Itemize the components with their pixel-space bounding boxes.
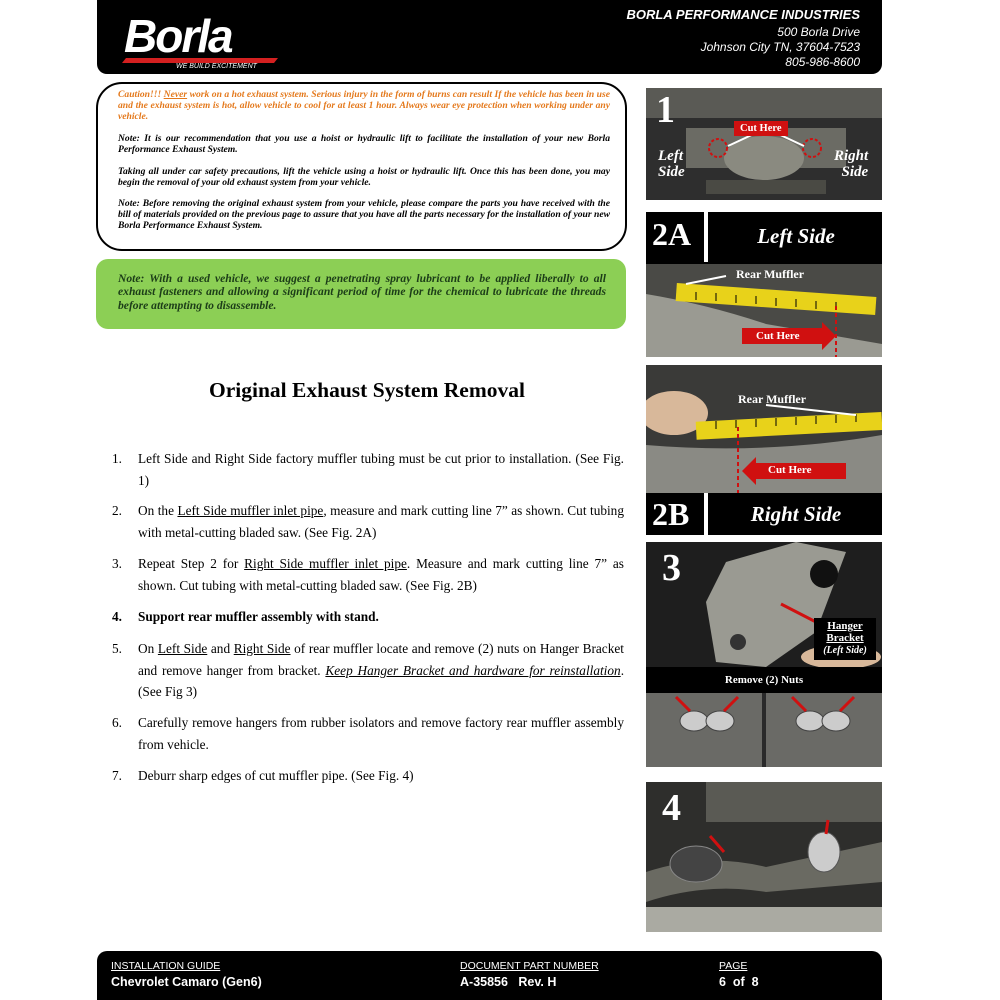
remove-nuts-label: Remove (2) Nuts xyxy=(724,674,804,686)
step-3: 3. Repeat Step 2 for Right Side muffler inlet pipe. Measure and mark cutting line 7” as shown. Cut tubing with metal-cutting bladed saw. (See Fig. 2B) xyxy=(112,556,624,593)
section-title: Original Exhaust System Removal xyxy=(209,378,525,402)
step-7: 7. Deburr sharp edges of cut muffler pipe. (See Fig. 4) xyxy=(112,768,414,783)
figure-1-photo xyxy=(646,88,882,200)
page-value: 6 of 8 xyxy=(719,975,759,989)
rear-muffler-label: Rear Muffler xyxy=(736,267,805,281)
figure-4-photo xyxy=(646,782,882,932)
doc-part-value: A-35856 Rev. H xyxy=(460,975,557,989)
figure-1 xyxy=(646,88,882,200)
lubricant-note-text: Note: With a used vehicle, we suggest a penetrating spray lubricant to be applied liberally to all exhaust fasteners and allowing a significant period of time for the chemical to lubricate the threads before attempting to disassemble. xyxy=(118,272,606,312)
company-name: BORLA PERFORMANCE INDUSTRIES xyxy=(626,7,860,22)
figure-3-nuts-photos xyxy=(646,693,882,767)
phone-number: 805-986-8600 xyxy=(785,55,860,69)
rear-muffler-label: Rear Muffler xyxy=(738,392,807,406)
figure-2b-title: Right Side xyxy=(750,502,842,526)
caution-text: Caution!!! Never work on a hot exhaust system. Serious injury in the form of burns can result If the vehicle has been in use and the exhaust system is hot, allow vehicle to cool for at least 1 hour. Always wear eye protection when working under any vehicle. xyxy=(118,89,611,122)
figure-2b xyxy=(646,365,882,535)
guide-label: INSTALLATION GUIDE xyxy=(111,960,221,972)
figure-2b-photo xyxy=(646,365,882,493)
address-line-2: Johnson City TN, 37604-7523 xyxy=(700,40,860,54)
lubricant-note-box xyxy=(96,259,626,329)
note-safety: Taking all under car safety precautions, lift the vehicle using a hoist or hydraulic lift. Once this has been done, you may begin the removal of your old exhaust system from your vehicle. xyxy=(118,166,610,188)
page-label: PAGE xyxy=(719,960,748,972)
address-line-1: 500 Borla Drive xyxy=(777,25,860,39)
cut-here-label: Cut Here xyxy=(734,121,788,136)
step-5: 5. On Left Side and Right Side of rear muffler locate and remove (2) nuts on Hanger Bracket and remove hanger from bracket. Keep Hanger Bracket and hardware for reinstallation. (See Fig 3) xyxy=(112,641,625,699)
step-1: 1. Left Side and Right Side factory muffler tubing must be cut prior to installation. (See Fig. 1) xyxy=(112,451,624,488)
right-side-label: Right Side xyxy=(834,148,869,180)
figure-2a-number: 2A xyxy=(652,216,692,252)
step-4: 4. Support rear muffler assembly with stand. xyxy=(112,609,379,624)
left-side-label: Left Side xyxy=(658,148,685,180)
note-hoist: Note: It is our recommendation that you use a hoist or hydraulic lift to facilitate the installation of your new Borla Performance Exhaust System. xyxy=(118,133,610,155)
left-side-label: (Left Side) xyxy=(823,645,867,656)
page-footer xyxy=(97,951,882,1000)
figure-4 xyxy=(646,782,882,932)
figure-2a xyxy=(646,212,882,357)
hanger-bracket-label: Hanger Bracket xyxy=(826,620,864,644)
figure-2a-title: Left Side xyxy=(757,224,835,248)
borla-logo xyxy=(118,6,288,68)
figure-3 xyxy=(646,542,882,767)
svg-text:Borla: Borla xyxy=(124,10,232,62)
cut-here-label: Cut Here xyxy=(768,464,812,476)
figure-3-number: 3 xyxy=(662,547,681,589)
note-compare-parts: Note: Before removing the original exhaust system from your vehicle, please compare the parts you have received with the bill of materials provided on the previous page to assure that you have all the parts necessary for the installation of your new Borla Performance Exhaust System. xyxy=(118,198,610,231)
step-2: 2. On the Left Side muffler inlet pipe, measure and mark cutting line 7” as shown. Cut tubing with metal-cutting bladed saw. (See Fig. 2A) xyxy=(112,503,624,540)
step-6: 6. Carefully remove hangers from rubber isolators and remove factory rear muffler assembly from vehicle. xyxy=(112,715,624,752)
figure-4-number: 4 xyxy=(662,787,681,829)
figure-1-number: 1 xyxy=(656,89,675,131)
figure-2b-number: 2B xyxy=(652,496,690,532)
svg-text:WE BUILD EXCITEMENT: WE BUILD EXCITEMENT xyxy=(176,63,257,68)
cut-here-label: Cut Here xyxy=(756,330,800,342)
caution-box xyxy=(96,82,627,251)
guide-value: Chevrolet Camaro (Gen6) xyxy=(111,975,262,989)
doc-part-label: DOCUMENT PART NUMBER xyxy=(460,960,599,972)
